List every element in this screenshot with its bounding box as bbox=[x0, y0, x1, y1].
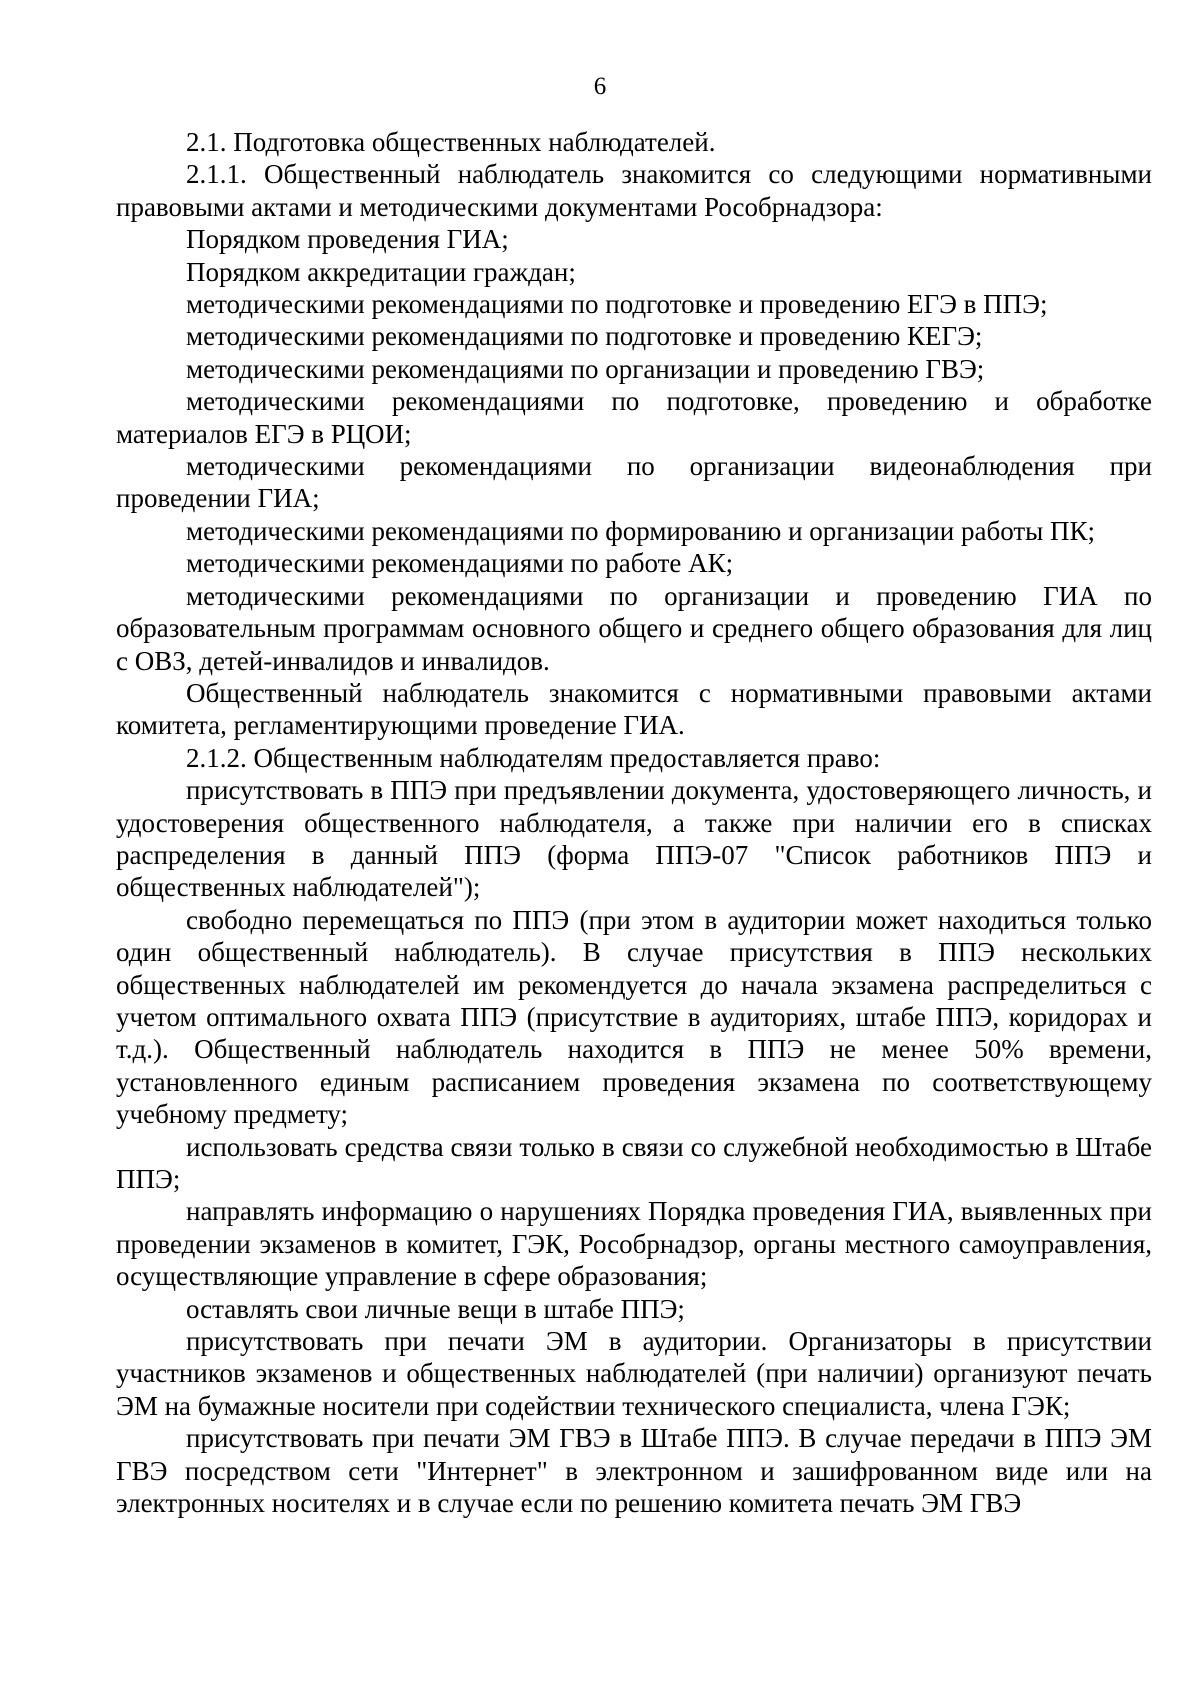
list-item: присутствовать при печати ЭМ в аудитории. Организаторы в присутствии участников экзаменов и общественных наблюдателей (при наличии) организуют печать ЭМ на бумажные носители при содействии технического специалиста, члена ГЭК; bbox=[116, 1326, 1152, 1421]
list-item: Порядком проведения ГИА; bbox=[186, 224, 509, 255]
paragraph: Общественный наблюдатель знакомится с нормативными правовыми актами комитета, регламентирующими проведение ГИА. bbox=[116, 677, 1152, 741]
list-item: методическими рекомендациями по организации видеонаблюдения при проведении ГИА; bbox=[116, 451, 1152, 514]
list-item: методическими рекомендациями по подготовке и проведению КЕГЭ; bbox=[186, 321, 983, 352]
list-item: оставлять свои личные вещи в штабе ППЭ; bbox=[186, 1293, 685, 1324]
list-item: методическими рекомендациями по подготовке и проведению ЕГЭ в ППЭ; bbox=[186, 289, 1048, 320]
subsection-heading: 2.1.2. Общественным наблюдателям предоставляется право: bbox=[186, 742, 881, 773]
list-item: присутствовать при печати ЭМ ГВЭ в Штабе ППЭ. В случае передачи в ППЭ ЭМ ГВЭ посредством сети "Интернет" в электронном и зашифрованном виде или на электронных носителях и в случае если по решению комитета печать ЭМ ГВЭ bbox=[116, 1423, 1152, 1519]
list-item: присутствовать в ППЭ при предъявлении документа, удостоверяющего личность, и удостоверения общественного наблюдателя, а также при наличии его в списках распределения в данный ППЭ (форма ППЭ-07 "Список работников ППЭ и общественных наблюдателей"); bbox=[116, 775, 1152, 903]
page-number: 6 bbox=[593, 73, 607, 100]
list-item: методическими рекомендациями по подготовке, проведению и обработке материалов ЕГЭ в РЦОИ; bbox=[116, 386, 1152, 449]
document-body bbox=[116, 126, 1152, 1519]
list-item: методическими рекомендациями по организации и проведению ГВЭ; bbox=[186, 353, 985, 384]
list-item: методическими рекомендациями по формированию и организации работы ПК; bbox=[186, 515, 1096, 546]
paragraph: 2.1.1. Общественный наблюдатель знакомится со следующими нормативными правовыми актами и методическими документами Рособрнадзора: bbox=[116, 159, 1152, 222]
list-item: методическими рекомендациями по организации и проведению ГИА по образовательным программам основного общего и среднего общего образования для лиц с ОВЗ, детей-инвалидов и инвалидов. bbox=[116, 580, 1152, 676]
list-item: направлять информацию о нарушениях Порядка проведения ГИА, выявленных при проведении экзаменов в комитет, ГЭК, Рособрнадзор, органы местного самоуправления, осуществляющие управление в сфере образования; bbox=[116, 1196, 1152, 1292]
section-heading: 2.1. Подготовка общественных наблюдателей. bbox=[186, 127, 716, 157]
list-item: свободно перемещаться по ППЭ (при этом в аудитории может находиться только один общественный наблюдатель). В случае присутствия в ППЭ нескольких общественных наблюдателей им рекомендуется до начала экзамена распределиться с учетом оптимального охвата ППЭ (присутствие в аудиториях, штабе ППЭ, коридорах и т.д.). Общественный наблюдатель находится в ППЭ не менее 50% времени, установленного единым расписанием проведения экзамена по соответствующему учебному предмету; bbox=[116, 904, 1152, 1130]
list-item: Порядком аккредитации граждан; bbox=[186, 256, 576, 287]
list-item: использовать средства связи только в связи со служебной необходимостью в Штабе ППЭ; bbox=[116, 1131, 1152, 1194]
list-item: методическими рекомендациями по работе АК; bbox=[186, 548, 734, 579]
